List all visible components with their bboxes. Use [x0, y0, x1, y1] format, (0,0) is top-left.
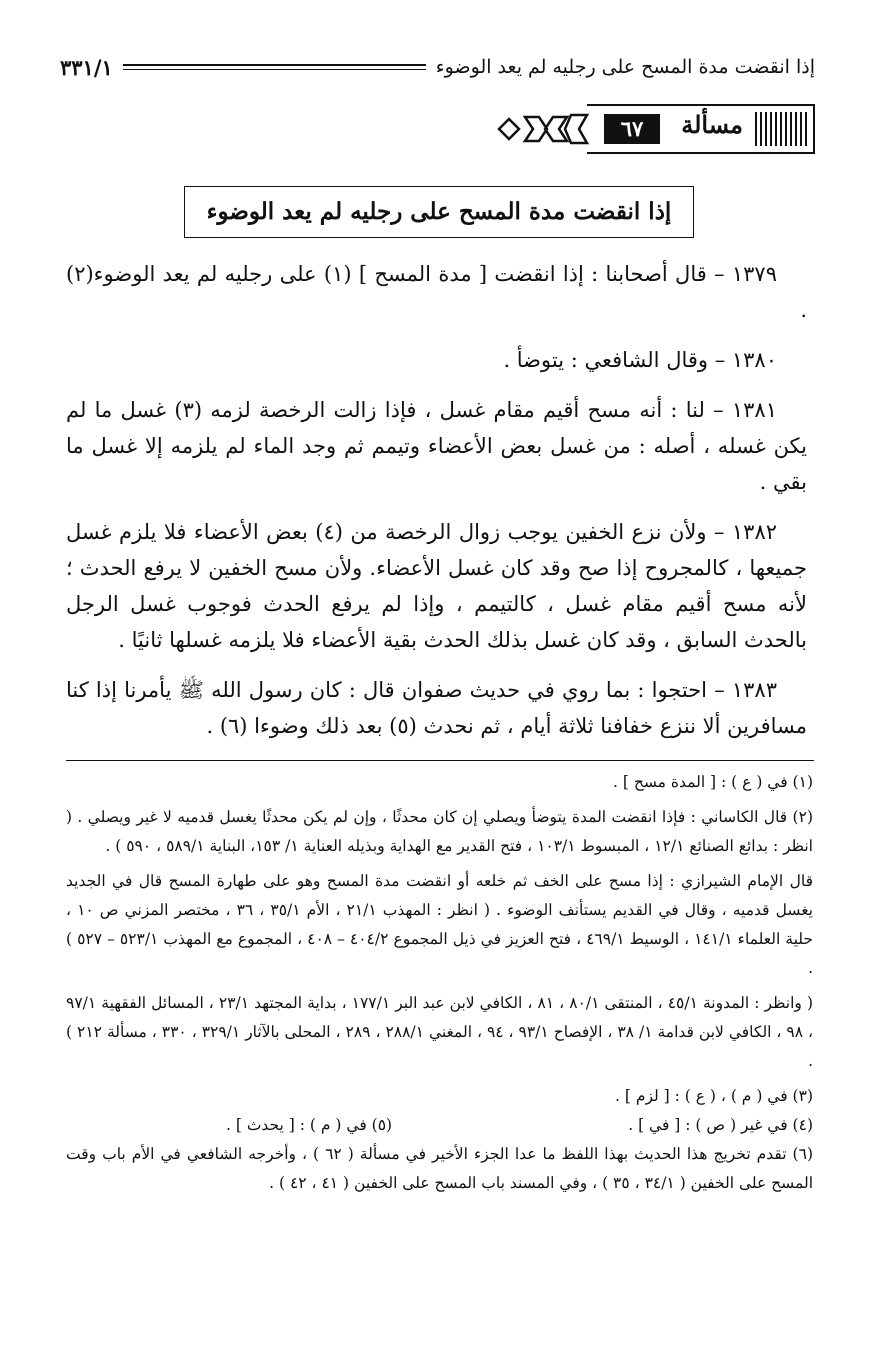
footnote-row-3 — [66, 1082, 813, 1111]
barcode-ornament-icon — [755, 112, 807, 146]
paragraph-1383: ١٣٨٣ – احتجوا : بما روي في حديث صفوان قال : كان رسول الله ﷺ يأمرنا إذا كنا مسافرين ألا ننزع خفافنا ثلاثة أيام ، ثم نحدث (٥) بعد ذلك وضوءا (٦) . — [66, 678, 807, 738]
geometric-ornament-icon — [495, 107, 595, 151]
header-rule — [123, 64, 426, 70]
footnote-5: (٥) في ( م ) : [ يحدث ] . — [226, 1116, 393, 1134]
masala-label: مسألة — [681, 110, 743, 139]
masala-number: ٦٧ — [604, 114, 660, 144]
footnotes — [66, 768, 813, 1204]
page-number: ٣٣١/١ — [60, 54, 113, 80]
footnote-4: (٤) في غير ( ص ) : [ في ] . — [628, 1116, 813, 1134]
footnote-row-4-5 — [66, 1111, 813, 1140]
paragraph-1382: ١٣٨٢ – ولأن نزع الخفين يوجب زوال الرخصة من (٤) بعض الأعضاء فلا يلزم غسل جميعها ، كالمجروح إذا صح وقد كان غسل الأعضاء. ولأن مسح الخفين لا يرفع الحدث ؛ لأنه مسح أقيم مقام غسل ، كالتيمم ، وإذا لم يرفع الحدث فوجوب غسل الرجل بالحدث السابق ، وقد كان غسل بذلك الحدث بقية الأعضاء فلا يلزمه غسلها ثانيًا . — [66, 520, 807, 652]
masala-banner — [495, 104, 815, 158]
main-text — [66, 256, 807, 758]
footnote-6: (٦) تقدم تخريج هذا الحديث بهذا اللفظ ما عدا الجزء الأخير في مسألة ( ٦٢ ) ، وأخرجه الشافعي في الأم باب وقت المسح على الخفين ( ٣٤/١ ، ٣٥ ) ، وفي المسند باب المسح على الخفين ( ٤١ ، ٤٢ ) . — [66, 1145, 813, 1192]
footnote-1: (١) في ( ع ) : [ المدة مسح ] . — [612, 773, 813, 791]
paragraph-1381: ١٣٨١ – لنا : أنه مسح أقيم مقام غسل ، فإذا زالت الرخصة لزمه (٣) غسل ما لم يكن غسله ، أصله : من غسل بعض الأعضاء وتيمم ثم وجد الماء لم يلزمه إلا غسل ما بقي . — [66, 398, 807, 494]
footnote-2-shirazi: قال الإمام الشيرازي : إذا مسح على الخف ثم خلعه أو انقضت مدة المسح وهو على طهارة المسح قال في الجديد يغسل قدميه ، وقال في القديم يستأنف الوضوء . ( انظر : المهذب ٢١/١ ، الأم ٣٥/١ ، ٣٦ ، مختصر المزني ص ١٠ ، حلية العلماء ١٤١/١ ، الوسيط ٤٦٩/١ ، فتح العزيز في ذيل المجموع ٤٠٤/٢ – ٤٠٨ ، المجموع مع المهذب ٥٢٣/١ – ٥٢٧ ) . — [66, 872, 813, 977]
footnote-2: (٢) قال الكاساني : فإذا انقضت المدة يتوضأ ويصلي إن كان محدثًا ، وإن لم يكن محدثًا يغسل قدميه لا غير ويصلي . ( انظر : بدائع الصنائع ١٢/١ ، المبسوط ١٠٣/١ ، فتح القدير مع الهداية وبذيله العناية ١/ ١٥٣، البناية ٥٨٩/١ ، ٥٩٠ ) . — [66, 808, 813, 855]
paragraph-1379: ١٣٧٩ – قال أصحابنا : إذا انقضت [ مدة المسح ] (١) على رجليه لم يعد الوضوء(٢) . — [66, 262, 807, 322]
footnote-2-references: ( وانظر : المدونة ٤٥/١ ، المنتقى ٨٠/١ ، ٨١ ، الكافي لابن عبد البر ١٧٧/١ ، بداية المجتهد ٢٣/١ ، المسائل الفقهية ٩٧/١ ، ٩٨ ، الكافي لابن قدامة ١/ ٣٨ ، الإفصاح ٩٣/١ ، ٩٤ ، المغني ٢٨٨/١ ، ٢٨٩ ، المحلى بالآثار ٣٢٩/١ ، ٣٣٠ ، مسألة ٢١٢ ) . — [66, 994, 814, 1070]
running-header — [60, 52, 815, 82]
footnote-3: (٣) في ( م ) ، ( ع ) : [ لزم ] . — [615, 1087, 813, 1105]
paragraph-1380: ١٣٨٠ – وقال الشافعي : يتوضأ . — [503, 348, 777, 372]
running-header-title: إذا انقضت مدة المسح على رجليه لم يعد الوضوء — [435, 56, 815, 78]
footnote-separator — [66, 760, 814, 761]
section-title: إذا انقضت مدة المسح على رجليه لم يعد الوضوء — [184, 186, 694, 238]
